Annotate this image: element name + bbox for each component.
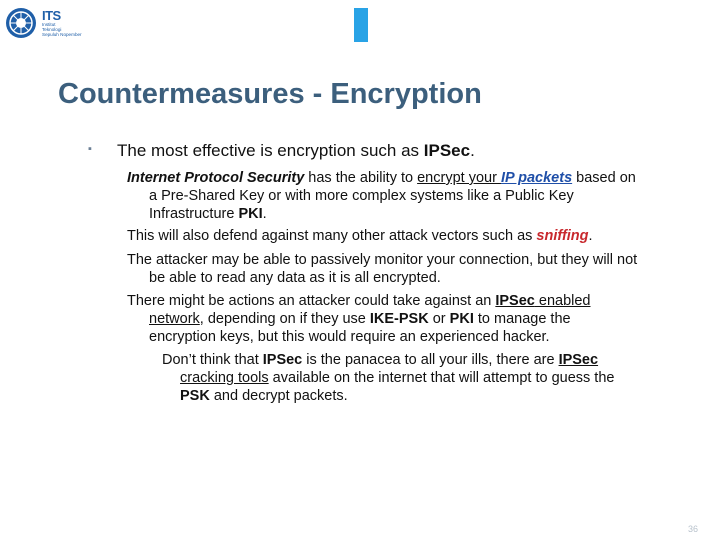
its-seal-icon bbox=[4, 4, 38, 44]
main-point: The most effective is encryption such as IPSec. bbox=[117, 141, 475, 160]
paragraph-ipsec-definition: Internet Protocol Security has the ability to encrypt your IP packets based on a Pre-Shared Key or with more complex systems like a Public Key Infrastructure PKI. bbox=[127, 170, 636, 222]
paragraph-attacker-actions: There might be actions an attacker could take against an IPSec enabled network, depending on if they use IKE-PSK or PKI to manage the encryption keys, but this would require an experienced hacker. bbox=[127, 293, 591, 345]
logo-subtitle: Institut Teknologi Sepuluh Nopember bbox=[42, 22, 82, 38]
paragraph-panacea: Don’t think that IPSec is the panacea to all your ills, there are IPSec cracking tools available on the internet that will attempt to guess the PSK and decrypt packets. bbox=[162, 352, 615, 404]
paragraph-passive-monitoring: The attacker may be able to passively monitor your connection, but they will not be able to read any data as it is all encrypted. bbox=[127, 252, 638, 286]
bullet-icon: ▪ bbox=[88, 143, 92, 155]
paragraph-sniffing: This will also defend against many other attack vectors such as sniffing. bbox=[127, 228, 593, 244]
slide-title: Countermeasures - Encryption bbox=[58, 78, 482, 110]
accent-bar bbox=[354, 8, 368, 42]
logo-name: ITS bbox=[42, 8, 61, 23]
its-logo bbox=[4, 4, 104, 48]
page-number: 36 bbox=[687, 524, 698, 534]
